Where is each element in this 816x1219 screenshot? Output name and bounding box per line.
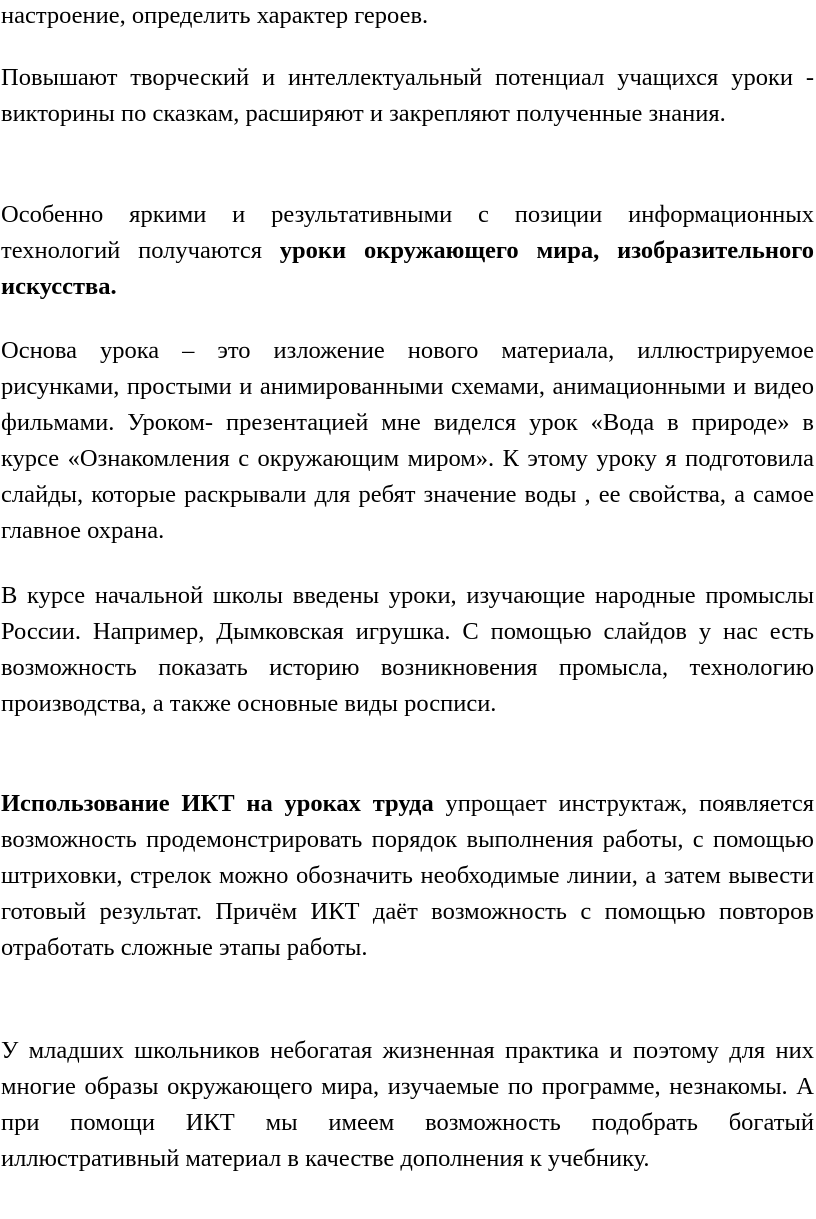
paragraph-labor-lessons-text: упрощает инструктаж, появляется возможность продемонстрировать порядок выполнения работы, с помощью штриховки, стрелок можно обозначить необходимые линии, а затем вывести готовый результат. Причём ИКТ даёт возможность с помощью повторов отработать сложные этапы работы. xyxy=(1,790,815,961)
paragraph-it-lessons-bold: уроки окружающего мира, изобразительного искусства. xyxy=(1,237,814,300)
paragraph-intro-fragment: настроение, определить характер героев. xyxy=(1,2,429,29)
paragraph-young-students: У младших школьников небогатая жизненная практика и поэтому для них многие образы окружающего мира, изучаемые по программе, незнакомы. А при помощи ИКТ мы имеем возможность подобрать богатый иллюстративный материал в качестве дополнения к учебнику. xyxy=(1,1037,814,1172)
paragraph-it-lessons xyxy=(1,197,814,305)
paragraph-folk-crafts: В курсе начальной школы введены уроки, изучающие народные промыслы России. Например, Дымковская игрушка. С помощью слайдов у нас есть возможность показать историю возникновения промысла, технологию производства, а также основные виды росписи. xyxy=(1,582,814,717)
paragraph-lesson-basis: Основа урока – это изложение нового материала, иллюстрируемое рисунками, простыми и анимированными схемами, анимационными и видео фильмами. Уроком- презентацией мне виделся урок «Вода в природе» в курсе «Ознакомления с окружающим миром». К этому уроку я подготовила слайды, которые раскрывали для ребят значение воды , ее свойства, а самое главное охрана. xyxy=(1,337,814,544)
paragraph-labor-lessons xyxy=(1,786,814,966)
paragraph-quiz-lessons: Повышают творческий и интеллектуальный потенциал учащихся уроки - викторины по сказкам, расширяют и закрепляют полученные знания. xyxy=(1,64,814,127)
paragraph-labor-lessons-bold: Использование ИКТ на уроках труда xyxy=(1,790,434,817)
paragraph-it-lessons-text: Особенно яркими и результативными с позиции информационных технологий получаются xyxy=(1,201,814,264)
